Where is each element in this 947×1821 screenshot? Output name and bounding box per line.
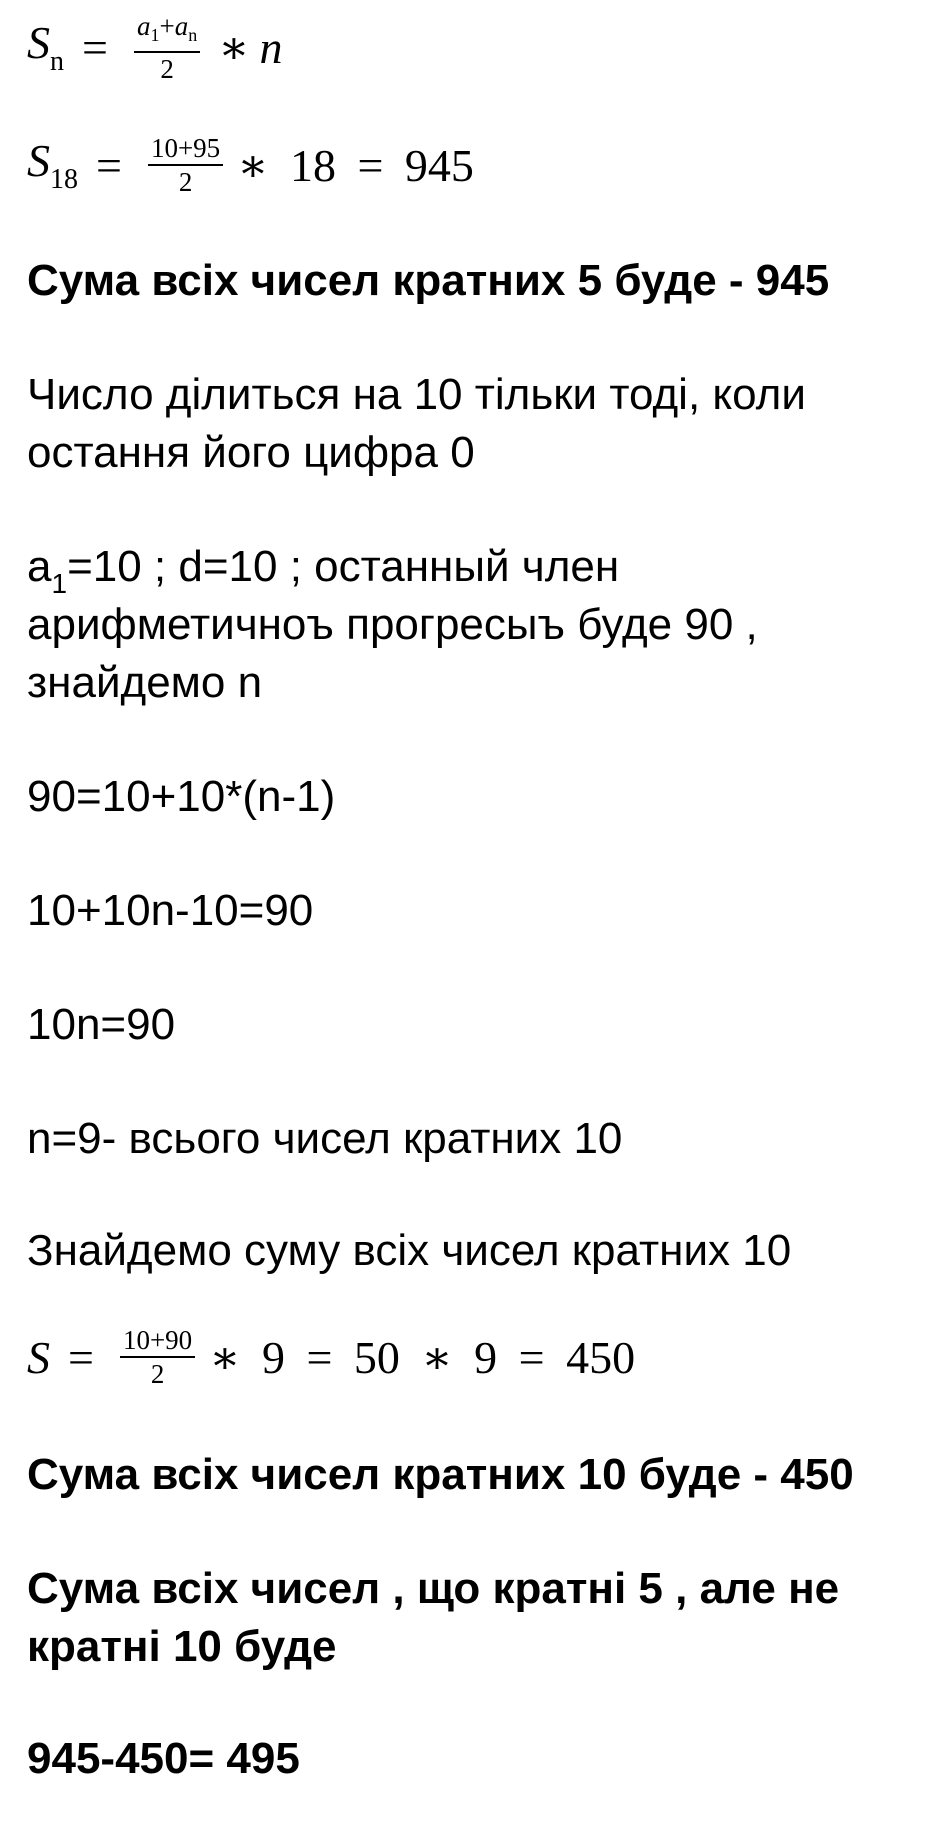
progression-last-term-line: арифметичноъ прогресыъ буде 90 ,	[27, 600, 758, 649]
formula-s18	[27, 130, 474, 200]
equation-step-3: 10n=90	[27, 1000, 176, 1049]
a1-rest: =10 ; d=10 ; останный член	[67, 542, 620, 591]
formula-s18-lhs-var: S	[27, 135, 50, 186]
find-sum-10-line: Знайдемо суму всіх чисел кратних 10	[27, 1226, 792, 1275]
formula-s-fraction	[120, 1325, 195, 1389]
formula-general-fraction	[134, 11, 200, 84]
final-question-line-1: Сума всіх чисел , що кратні 5 , але не	[27, 1564, 840, 1613]
equation-step-4: n=9- всього чисел кратних 10	[27, 1114, 623, 1163]
num-b-sub: n	[188, 24, 198, 45]
formula-general-lhs-sub: n	[50, 46, 64, 77]
formula-s-multiples-10	[27, 1322, 635, 1392]
formula-s18-fraction	[148, 133, 223, 197]
num-plus: +	[159, 10, 175, 41]
formula-s-denominator: 2	[150, 1359, 165, 1389]
formula-general-lhs	[27, 16, 64, 78]
formula-s18-lhs-sub: 18	[50, 164, 78, 195]
formula-s18-denominator: 2	[178, 167, 193, 197]
formula-s-rest: ∗ 9 = 50 ∗ 9 = 450	[209, 1332, 636, 1383]
divisibility-rule-line-2: остання його цифра 0	[27, 428, 475, 477]
num-a-sub: 1	[150, 24, 160, 45]
divisibility-rule-line-1: Число ділиться на 10 тільки тоді, коли	[27, 370, 806, 419]
formula-s18-eq: =	[96, 139, 122, 191]
equation-step-1: 90=10+10*(n-1)	[27, 772, 336, 821]
final-result: 945-450= 495	[27, 1734, 300, 1783]
a1-prefix: a	[27, 542, 52, 591]
equation-step-2: 10+10n-10=90	[27, 886, 314, 935]
formula-general-denominator: 2	[160, 53, 174, 84]
formula-general-lhs-var: S	[27, 17, 50, 68]
sum-multiples-5-text: Сума всіх чисел кратних 5 буде - 945	[27, 256, 830, 305]
formula-general-times: ∗	[218, 22, 250, 73]
sum-multiples-10-text: Сума всіх чисел кратних 10 буде - 450	[27, 1450, 854, 1499]
num-b: a	[174, 10, 189, 41]
formula-general-numerator	[134, 11, 200, 53]
formula-s18-lhs	[27, 134, 78, 196]
formula-sum-general	[27, 12, 282, 82]
formula-s-lhs: S	[27, 1331, 50, 1383]
formula-s-eq: =	[68, 1331, 94, 1383]
formula-s18-rest: ∗ 18 = 945	[237, 140, 474, 191]
a1-sub: 1	[51, 568, 68, 599]
find-n-line: знайдемо n	[27, 658, 263, 707]
formula-s-numerator: 10+90	[120, 1325, 195, 1358]
formula-s18-numerator: 10+95	[148, 133, 223, 166]
formula-general-eq: =	[82, 21, 108, 73]
num-a: a	[136, 10, 151, 41]
formula-general-rhs: n	[259, 21, 283, 73]
final-question-line-2: кратні 10 буде	[27, 1622, 337, 1671]
